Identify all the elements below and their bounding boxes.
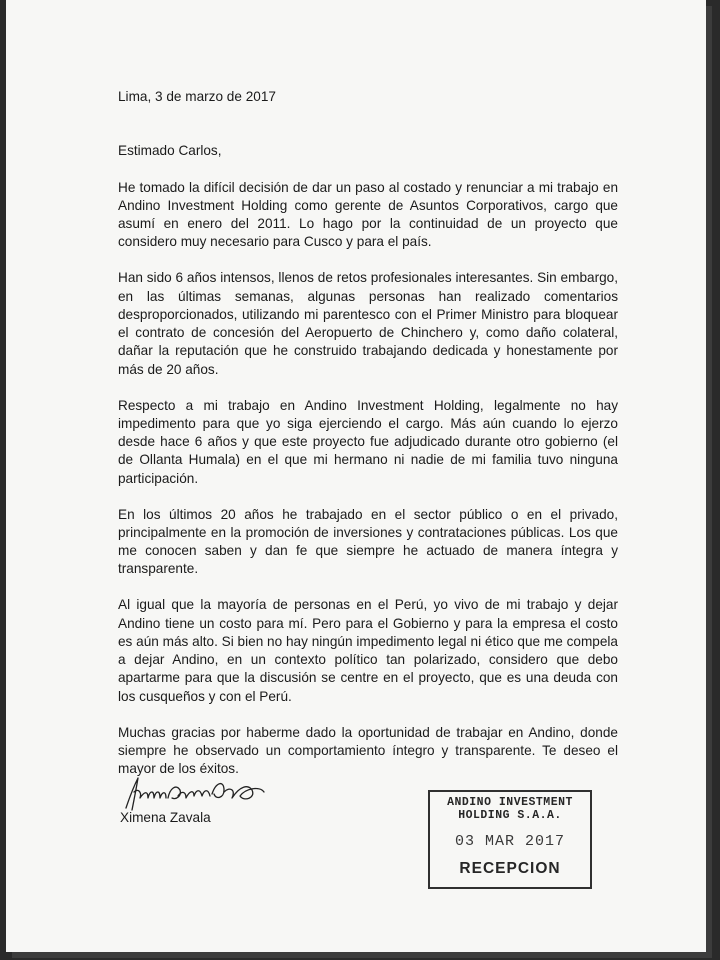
paragraph-3: Respecto a mi trabajo en Andino Investment Holding, legalmente no hay impedimento para que yo siga ejerciendo el cargo. Más aún cuando lo ejerzo desde hace 6 años y que este proyecto fue adjudicado durante otro gobierno (el de Ollanta Humala) en el que mi hermano ni nadie de mi familia tuvo ninguna participación. [118,397,618,486]
stamp-reception-label: RECEPCION [459,860,561,877]
salutation: Estimado Carlos, [118,143,222,159]
paragraph-6: Muchas gracias por haberme dado la oportunidad de trabajar en Andino, donde siempre he observado un comportamiento íntegro y transparente. Te deseo el mayor de los éxitos. [118,724,618,777]
paragraph-1: He tomado la difícil decisión de dar un paso al costado y renunciar a mi trabajo en Andino Investment Holding como gerente de Asuntos Corporativos, cargo que asumí en enero del 2011. Lo hago por la continuidad de un proyecto que considero muy necesario para Cusco y para el país. [118,179,618,250]
signer-name: Ximena Zavala [120,810,211,825]
date-line: Lima, 3 de marzo de 2017 [118,89,276,104]
paragraph-5: Al igual que la mayoría de personas en el Perú, yo vivo de mi trabajo y dejar Andino tiene un costo para mí. Pero para el Gobierno y para la empresa el costo es aún más alto. Si bien no hay ningún impedimento legal ni ético que me compela a dejar Andino, en un contexto político tan polarizado, considero que debo apartarme para que la discusión se centre en el proyecto, que es una deuda con los cusqueños y con el Perú. [118,597,618,704]
stamp-company-line1: ANDINO INVESTMENT [447,796,573,809]
reception-stamp [428,790,592,889]
paragraph-2: Han sido 6 años intensos, llenos de retos profesionales interesantes. Sin embargo, en las últimas semanas, algunas personas han realizado comentarios desproporcionados, utilizando mi parentesco con el Primer Ministro para bloquear el contrato de concesión del Aeropuerto de Chinchero y, como daño colateral, dañar la reputación que he construido trabajando dedicada y honestamente por más de 20 años. [118,270,618,377]
stamp-date: 03 MAR 2017 [454,833,566,850]
paragraph-4: En los últimos 20 años he trabajado en el sector público o en el privado, principalmente en la promoción de inversiones y contrataciones públicas. Los que me conocen saben y dan fe que siempre he actuado de manera íntegra y transparente. [118,506,618,577]
letter-page [6,0,706,952]
stamp-company-line2: HOLDING S.A.A. [458,809,562,822]
letter-body [118,88,618,796]
